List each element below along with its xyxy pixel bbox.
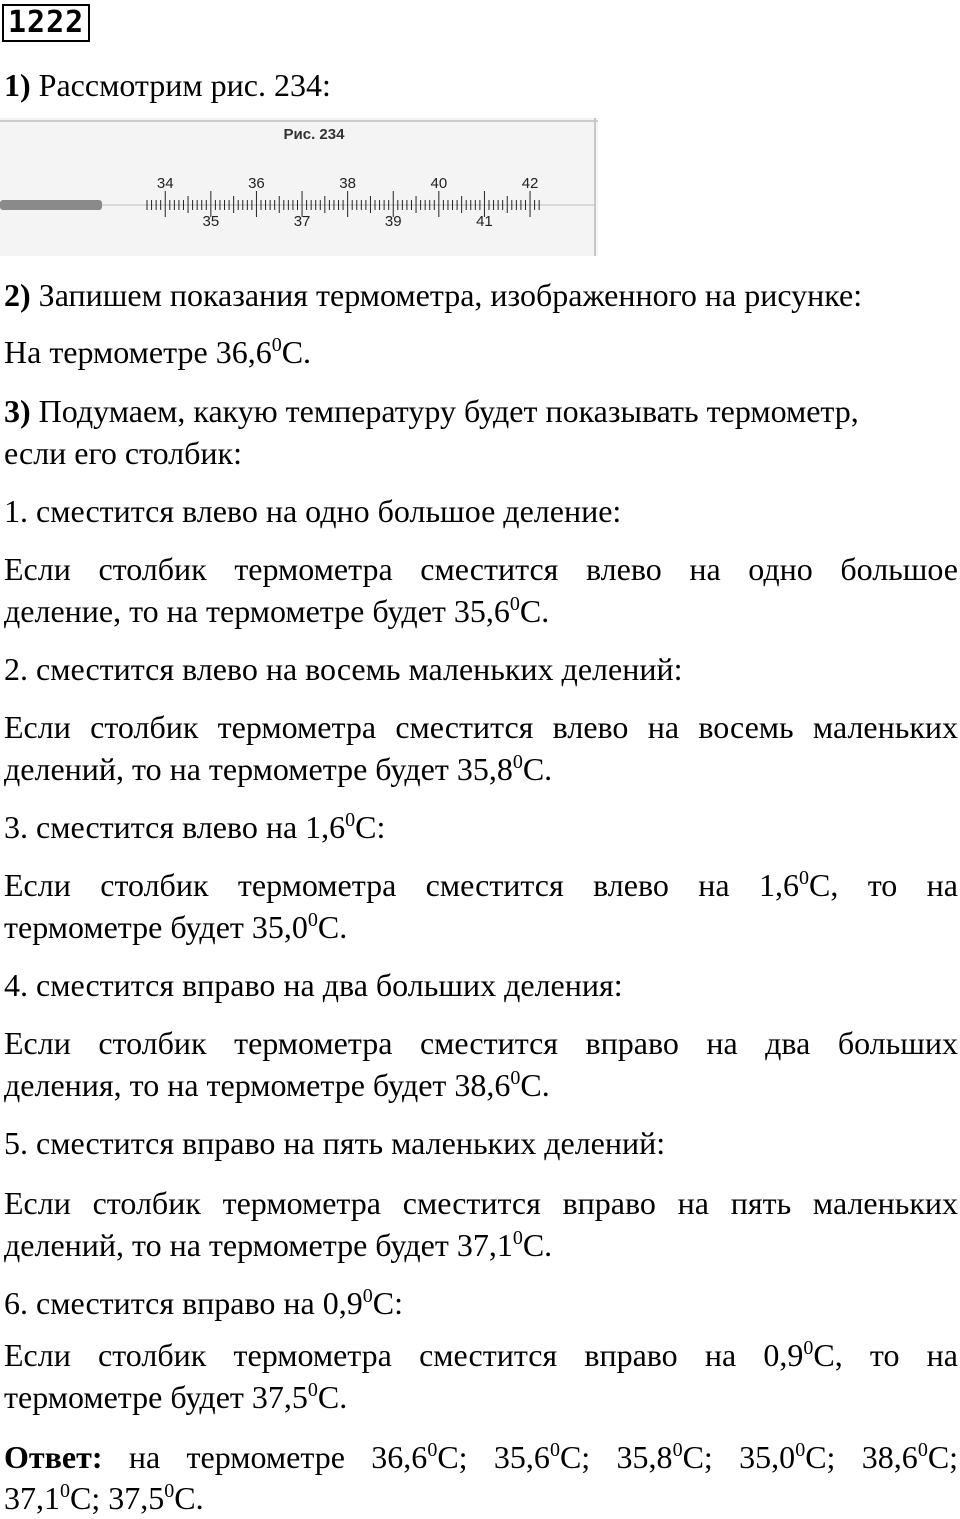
- degree-mark: 0: [510, 1067, 521, 1089]
- case-4-result: деления, то на термометре будет 38,6: [4, 1067, 511, 1103]
- case-4-title: 4. сместится вправо на два больших деления:: [4, 967, 623, 1003]
- degree-mark: 0: [672, 1439, 683, 1461]
- step-2-text: Запишем показания термометра, изображенного на рисунке:: [30, 277, 863, 313]
- case-1-title: 1. сместится влево на одно большое деление:: [4, 493, 622, 529]
- case-6-line-1: [4, 1334, 958, 1376]
- answer-line-2: [4, 1477, 958, 1519]
- degree-mark: 0: [512, 751, 523, 773]
- case-1-line-2: [4, 590, 958, 632]
- answer-part: С; 37,5: [70, 1480, 165, 1516]
- degree-mark: 0: [798, 867, 809, 889]
- answer-part: 37,1: [4, 1480, 60, 1516]
- unit: С.: [520, 1067, 550, 1103]
- case-6-result: термометре будет 37,5: [4, 1379, 308, 1415]
- case-6-line-2: [4, 1376, 958, 1418]
- tick-label-40: 40: [430, 175, 448, 192]
- case-1-line-1: Если столбик термометра сместится влево на одно большое: [4, 551, 958, 587]
- answer-part: С; 35,8: [559, 1439, 673, 1475]
- tick-label-42: 42: [521, 175, 539, 192]
- reading-text: На термометре 36,6: [4, 334, 272, 370]
- answer-line-1: [4, 1436, 958, 1478]
- unit: С.: [317, 909, 348, 945]
- tick-label-36: 36: [248, 175, 265, 192]
- tick-label-39: 39: [384, 213, 402, 230]
- tick-label-34: 34: [156, 175, 174, 192]
- step-2-reading: [4, 331, 958, 373]
- case-3-line-1-end: С, то на: [808, 867, 959, 903]
- degree-mark: 0: [345, 809, 356, 831]
- case-2-result: делений, то на термометре будет 35,8: [4, 751, 513, 787]
- case-5-line-2: [4, 1224, 958, 1266]
- case-6-title-text: 6. сместится вправо на 0,9: [4, 1285, 363, 1321]
- tick-label-35: 35: [202, 213, 220, 230]
- answer-part: С; 35,0: [682, 1439, 796, 1475]
- unit: С.: [522, 751, 553, 787]
- step-3-text: Подумаем, какую температуру будет показывать термометр,: [30, 393, 859, 429]
- step-3-line-2: если его столбик:: [4, 435, 242, 471]
- degree-mark: 0: [795, 1439, 806, 1461]
- mercury-column: [0, 200, 102, 210]
- case-4-line-2: [4, 1064, 958, 1106]
- degree-mark: 0: [60, 1480, 70, 1502]
- degree-mark: 0: [164, 1480, 175, 1502]
- case-1-result: деление, то на термометре будет 35,6: [4, 593, 510, 629]
- answer-part: С; 38,6: [805, 1439, 918, 1475]
- case-5-title: 5. сместится вправо на пять маленьких делений:: [4, 1125, 666, 1161]
- figure-caption: Рис. 234: [283, 126, 345, 143]
- answer-part: на термометре 36,6: [102, 1439, 428, 1475]
- case-2-title: 2. сместится влево на восемь маленьких делений:: [4, 651, 683, 687]
- case-2-line-1: Если столбик термометра сместится влево на восемь маленьких: [4, 709, 958, 745]
- degree-mark: 0: [427, 1439, 438, 1461]
- case-3-line-1: [4, 864, 958, 906]
- case-5-result: делений, то на термометре будет 37,1: [4, 1227, 513, 1263]
- degree-mark: 0: [307, 1379, 318, 1401]
- unit: С.: [519, 593, 550, 629]
- case-5-line-1: Если столбик термометра сместится вправо на пять маленьких: [4, 1185, 958, 1221]
- degree-mark: 0: [362, 1285, 373, 1307]
- unit: С.: [281, 334, 312, 370]
- answer-label: Ответ:: [4, 1439, 103, 1475]
- degree-mark: 0: [917, 1439, 928, 1461]
- case-3-line-1-text: Если столбик термометра сместится влево на 1,6: [4, 867, 799, 903]
- step-1: [4, 64, 958, 106]
- degree-mark: 0: [803, 1337, 814, 1359]
- case-6-line-1-end: С, то на: [813, 1337, 958, 1373]
- thermometer-scale-svg: [0, 118, 598, 256]
- degree-mark: 0: [271, 334, 282, 356]
- case-3-result: термометре будет 35,0: [4, 909, 308, 945]
- unit: С.: [317, 1379, 348, 1415]
- tick-label-38: 38: [339, 175, 356, 192]
- case-6-line-1-text: Если столбик термометра сместится вправо на 0,9: [4, 1337, 804, 1373]
- unit: С:: [355, 809, 386, 845]
- answer-part: С.: [174, 1480, 204, 1516]
- unit: С:: [372, 1285, 403, 1321]
- unit: С.: [522, 1227, 553, 1263]
- step-2-number: 2): [4, 277, 31, 313]
- case-2-line-2: [4, 748, 958, 790]
- answer-part: С;: [927, 1439, 959, 1475]
- task-number: 1222: [2, 4, 90, 42]
- case-3-line-2: [4, 906, 958, 948]
- degree-mark: 0: [509, 593, 520, 615]
- case-3-title-text: 3. сместится влево на 1,6: [4, 809, 346, 845]
- thermometer-figure: [0, 118, 598, 256]
- degree-mark: 0: [307, 909, 318, 931]
- step-3-number: 3): [4, 393, 31, 429]
- step-2: [4, 274, 958, 316]
- tick-label-41: 41: [476, 213, 493, 230]
- step-1-number: 1): [4, 67, 31, 103]
- case-6-title: [4, 1282, 958, 1324]
- degree-mark: 0: [549, 1439, 560, 1461]
- case-4-line-1: Если столбик термометра сместится вправо на два больших: [4, 1025, 958, 1061]
- answer-part: С; 35,6: [437, 1439, 550, 1475]
- step-1-text: Рассмотрим рис. 234:: [30, 67, 331, 103]
- tick-label-37: 37: [293, 213, 311, 230]
- case-3-title: [4, 806, 958, 848]
- degree-mark: 0: [512, 1227, 523, 1249]
- step-3: [4, 390, 958, 432]
